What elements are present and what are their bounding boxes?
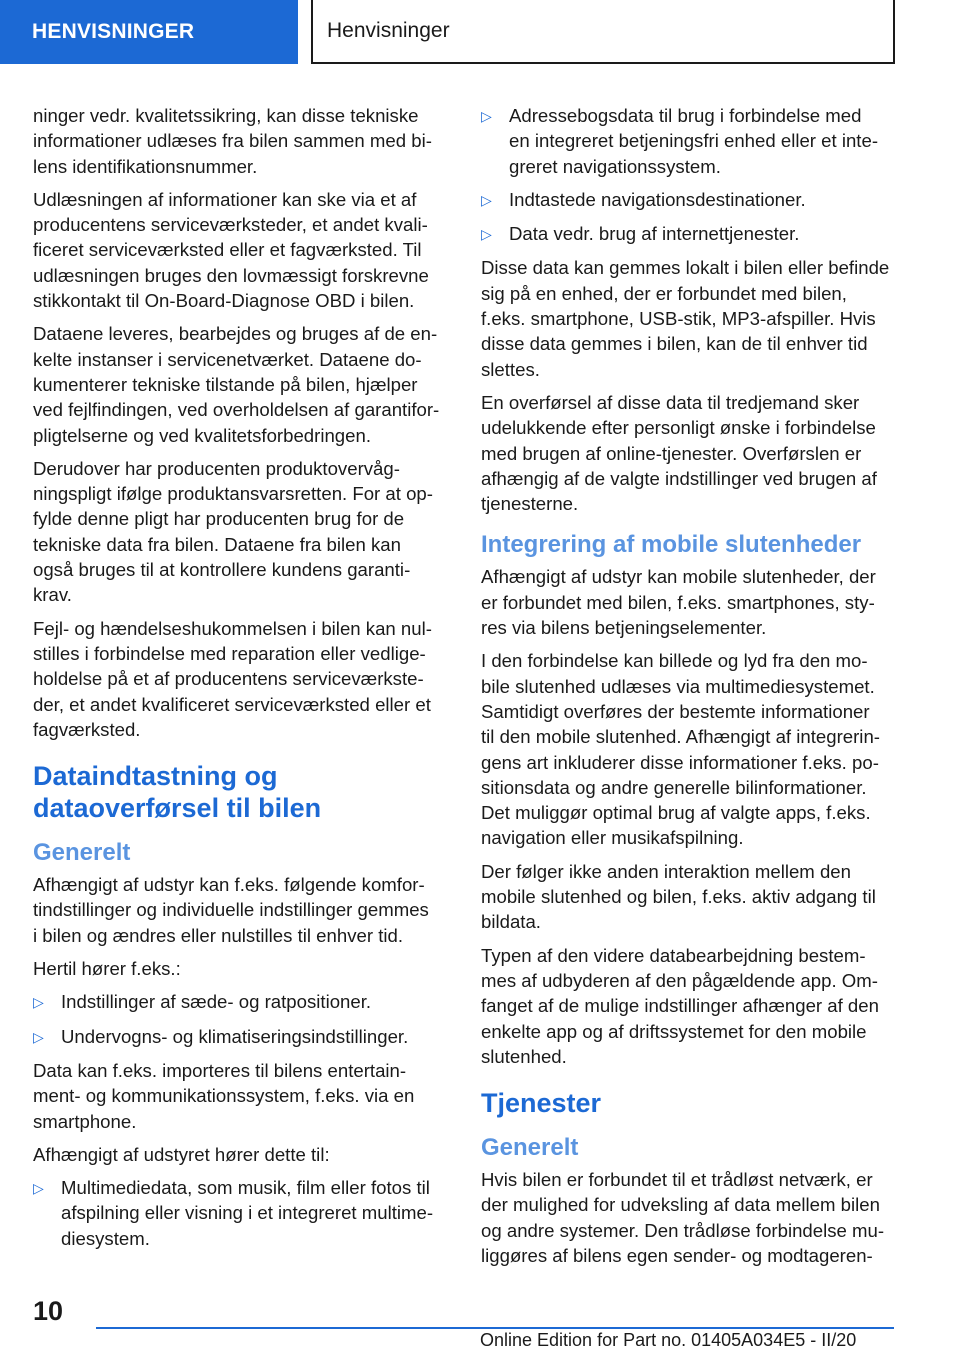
page-header-title: Henvisninger <box>311 0 895 64</box>
paragraph: Der følger ikke anden interaktion mellem den mobile slutenhed og bilen, f.eks. aktiv adgang til bildata. <box>481 860 876 933</box>
section-tab: HENVISNINGER <box>0 0 298 64</box>
page-number: 10 <box>33 1296 64 1326</box>
triangle-bullet-icon: ▷ <box>33 1028 44 1045</box>
list-item-text: Multimediedata, som musik, film eller fotos til afspilning eller visning i et integreret multime- diesystem. <box>61 1177 434 1249</box>
list-item <box>33 1024 449 1050</box>
triangle-bullet-icon: ▷ <box>481 226 492 243</box>
subsection-heading: Generelt <box>481 1134 579 1162</box>
list-item-text: Indtastede navigationsdestinationer. <box>509 188 806 210</box>
list-item <box>33 989 449 1015</box>
list-item <box>33 1175 449 1251</box>
paragraph: Udlæsningen af informationer kan ske via et af producentens serviceværksteder, et andet kvali- ficeret serviceværksted eller et fagværksted. Til udlæsningen bruges den lovmæssigt forskrevne stikkontakt til On-Board-Diagnose OBD i bilen. <box>33 188 429 312</box>
paragraph: En overførsel af disse data til tredjemand sker udelukkende efter personligt ønske i forbindelse med brugen af online-tjenester. Overførslen er afhængig af de valgte indstillinger ved brugen af tjenesterne. <box>481 391 877 515</box>
list-item <box>481 187 897 213</box>
paragraph: I den forbindelse kan billede og lyd fra den mo- bile slutenhed udlæses via multimediesystemet. Samtidigt overføres der bestemte informationer til den mobile slutenhed. Afhængigt af integrerin- gens art inkluderer disse informationer f.eks. po- sitionsdata og andre generelle bilinformationer. Det muliggør optimal brug af valgte apps, f.eks. navigation eller musikafspilning. <box>481 650 880 849</box>
subsection-heading: Generelt <box>33 839 131 867</box>
paragraph: Data kan f.eks. importeres til bilens entertain- ment- og kommunikationssystem, f.eks. via en smartphone. <box>33 1059 415 1132</box>
list-item <box>481 103 897 179</box>
paragraph: Derudover har producenten produktovervåg- ningspligt ifølge produktansvarsretten. For at op- fylde denne pligt har producenten brug for de tekniske data fra bilen. Dataene fra bilen kan også bruges til at kontrollere kundens garanti- krav. <box>33 457 433 606</box>
paragraph: Typen af den videre databearbejdning bestem- mes af udbyderen af den pågældende app. Om- fanget af de mulige indstillinger afhænger af den enkelte app og af driftssystemet for den mobile slutenhed. <box>481 944 879 1067</box>
footer-edition-text: Online Edition for Part no. 01405A034E5 - II/20 <box>480 1330 857 1350</box>
paragraph: ninger vedr. kvalitetssikring, kan disse tekniske informationer udlæses fra bilen sammen med bi- lens identifikationsnummer. <box>33 105 432 177</box>
subsection-heading: Integrering af mobile slutenheder <box>481 531 862 559</box>
list-item-text: Data vedr. brug af internettjenester. <box>509 223 800 245</box>
list-item-text: Indstillinger af sæde- og ratpositioner. <box>61 991 372 1013</box>
list-item-text: Adressebogsdata til brug i forbindelse med en integreret betjeningsfri enhed eller et inte- greret navigationssystem. <box>509 105 879 177</box>
paragraph: Afhængigt af udstyr kan mobile slutenheder, der er forbundet med bilen, f.eks. smartphones, sty- res via bilens betjeningselementer. <box>481 566 876 639</box>
triangle-bullet-icon: ▷ <box>481 191 492 208</box>
paragraph: Fejl- og hændelseshukommelsen i bilen kan nul- stilles i forbindelse med reparation eller vedlige- holdelse på et af producentens serviceværkste- der, et andet kvalificeret serviceværksted eller et fagværksted. <box>33 617 432 740</box>
paragraph: Disse data kan gemmes lokalt i bilen eller befinde sig på en enhed, der er forbundet med bilen, f.eks. smartphone, USB-stik, MP3-afspiller. Hvis disse data gemmes i bilen, kan de til enhver tid slettes. <box>481 257 890 380</box>
paragraph: Hertil hører f.eks.: <box>33 958 181 980</box>
list-item <box>481 221 897 247</box>
right-column <box>481 103 897 1276</box>
paragraph: Afhængigt af udstyret hører dette til: <box>33 1143 330 1165</box>
list-item-text: Undervogns- og klimatiseringsindstillinger. <box>61 1025 409 1047</box>
paragraph: Dataene leveres, bearbejdes og bruges af de en- kelte instanser i servicenetværket. Dataene do- kumenterer tekniske tilstande på bilen, hjælper ved fejlfindingen, ved overholdelsen af garantifor- pligtelserne og ved kvalitetsforbedringen. <box>33 323 440 446</box>
section-heading: Dataindtastning og dataoverførsel til bilen <box>33 761 322 824</box>
section-heading: Tjenester <box>481 1088 602 1119</box>
footer-divider <box>96 1327 894 1329</box>
paragraph: Afhængigt af udstyr kan f.eks. følgende komfor- tindstillinger og individuelle indstillinger gemmes i bilen og ændres eller nulstilles til enhver tid. <box>33 874 429 946</box>
left-column <box>33 103 449 1259</box>
triangle-bullet-icon: ▷ <box>33 994 44 1011</box>
triangle-bullet-icon: ▷ <box>33 1180 44 1197</box>
triangle-bullet-icon: ▷ <box>481 108 492 124</box>
paragraph: Hvis bilen er forbundet til et trådløst netværk, er der mulighed for udveksling af data mellem bilen og andre systemer. Den trådløse forbindelse mu- liggøres af bilens egen sender- og modtageren- <box>481 1169 885 1266</box>
